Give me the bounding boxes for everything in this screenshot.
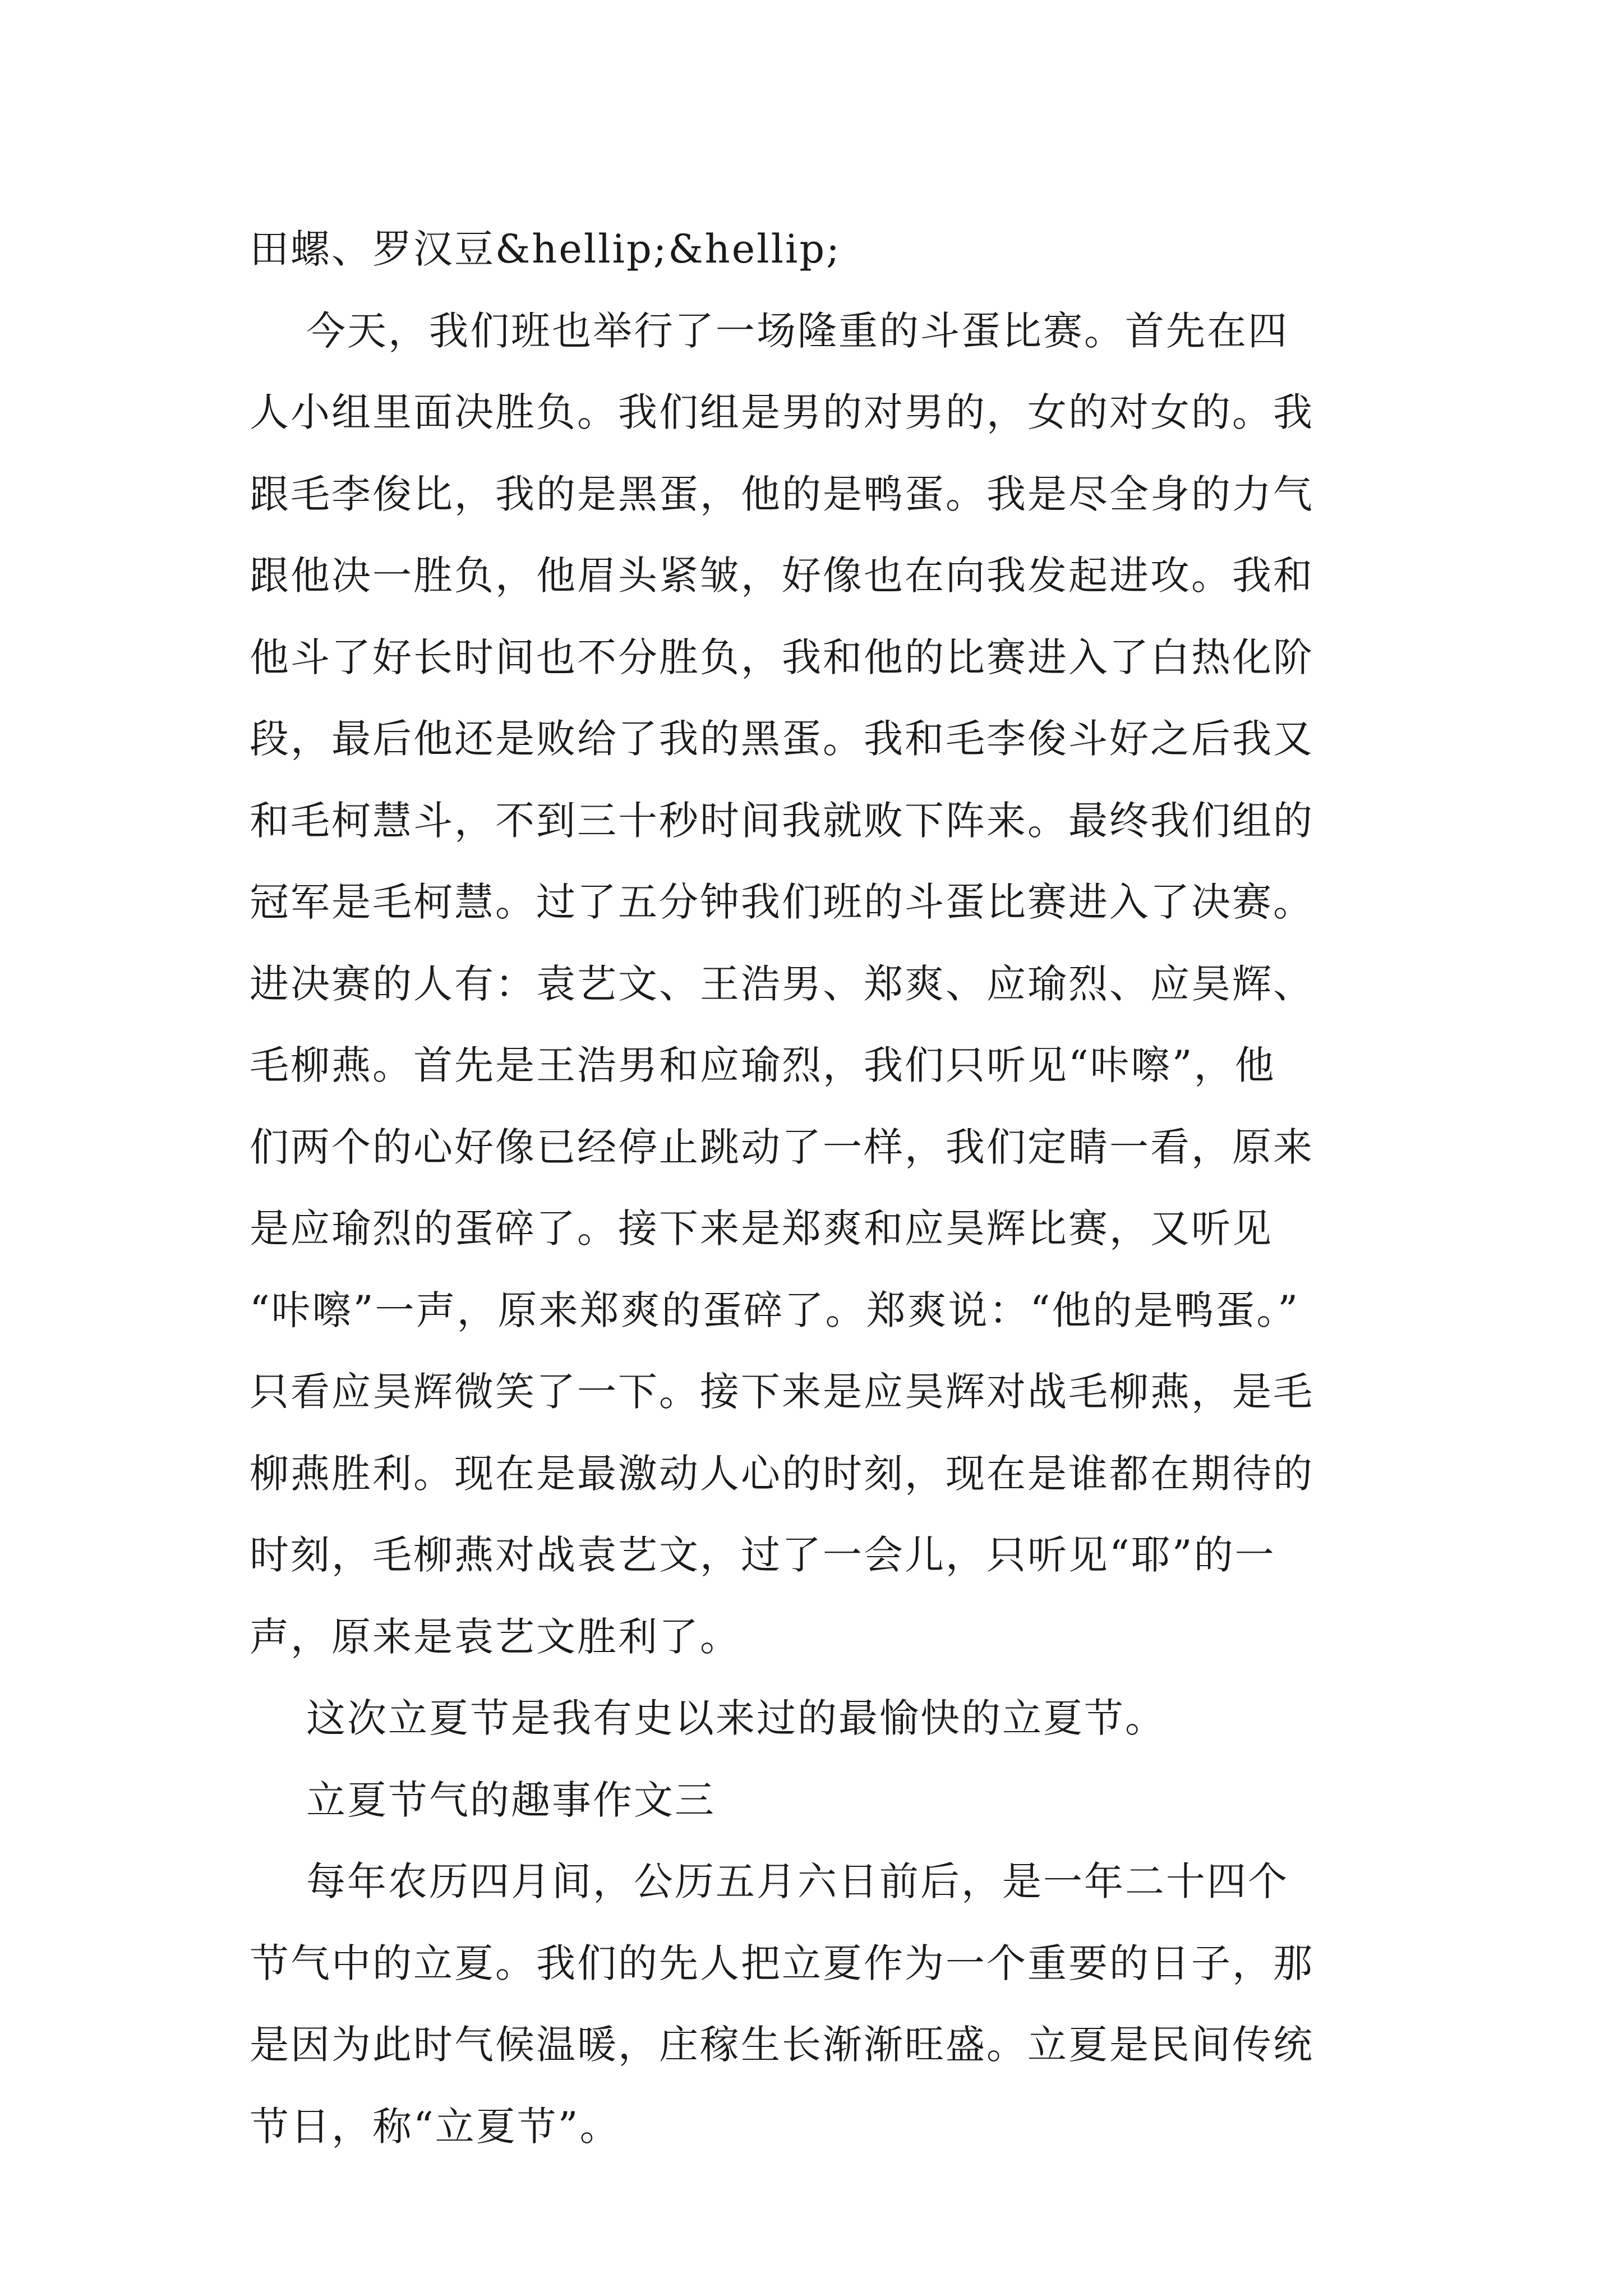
text-line: 他斗了好长时间也不分胜负，我和他的比赛进入了白热化阶 (250, 634, 1314, 680)
text-line: “咔嚓”一声，原来郑爽的蛋碎了。郑爽说：“他的是鸭蛋。” (250, 1287, 1300, 1333)
text-line: 是应瑜烈的蛋碎了。接下来是郑爽和应昊辉比赛，又听见 (250, 1205, 1273, 1251)
text-line: 节日，称“立夏节”。 (250, 2103, 621, 2150)
text-line: 今天，我们班也举行了一场隆重的斗蛋比赛。首先在四 (250, 307, 1289, 354)
text-line: 毛柳燕。首先是王浩男和应瑜烈，我们只听见“咔嚓”，他 (250, 1042, 1276, 1088)
text-line: 是因为此时气候温暖，庄稼生长渐渐旺盛。立夏是民间传统 (250, 2022, 1314, 2068)
text-line: 人小组里面决胜负。我们组是男的对男的，女的对女的。我 (250, 389, 1314, 435)
text-line: 冠军是毛柯慧。过了五分钟我们班的斗蛋比赛进入了决赛。 (250, 879, 1314, 925)
text-line: 只看应昊辉微笑了一下。接下来是应昊辉对战毛柳燕，是毛 (250, 1369, 1314, 1415)
text-line: 柳燕胜利。现在是最激动人心的时刻，现在是谁都在期待的 (250, 1450, 1314, 1497)
text-line: 跟他决一胜负，他眉头紧皱，好像也在向我发起进攻。我和 (250, 553, 1314, 599)
text-line: 这次立夏节是我有史以来过的最愉快的立夏节。 (250, 1695, 1166, 1741)
body-text (250, 209, 1399, 2168)
text-line: 田螺、罗汉豆&hellip;&hellip; (250, 226, 841, 272)
text-line: 立夏节气的趣事作文三 (250, 1777, 716, 1823)
text-line: 节气中的立夏。我们的先人把立夏作为一个重要的日子，那 (250, 1940, 1314, 1986)
text-line: 进决赛的人有：袁艺文、王浩男、郑爽、应瑜烈、应昊辉、 (250, 960, 1314, 1007)
text-line: 跟毛李俊比，我的是黑蛋，他的是鸭蛋。我是尽全身的力气 (250, 471, 1314, 517)
text-line: 们两个的心好像已经停止跳动了一样，我们定睛一看，原来 (250, 1124, 1314, 1170)
text-line: 每年农历四月间，公历五月六日前后，是一年二十四个 (250, 1858, 1289, 1904)
text-line: 声，原来是袁艺文胜利了。 (250, 1613, 741, 1660)
text-line: 段，最后他还是败给了我的黑蛋。我和毛李俊斗好之后我又 (250, 716, 1314, 762)
text-line: 和毛柯慧斗，不到三十秒时间我就败下阵来。最终我们组的 (250, 797, 1314, 844)
text-line: 时刻，毛柳燕对战袁艺文，过了一会儿，只听见“耶”的一 (250, 1532, 1276, 1578)
